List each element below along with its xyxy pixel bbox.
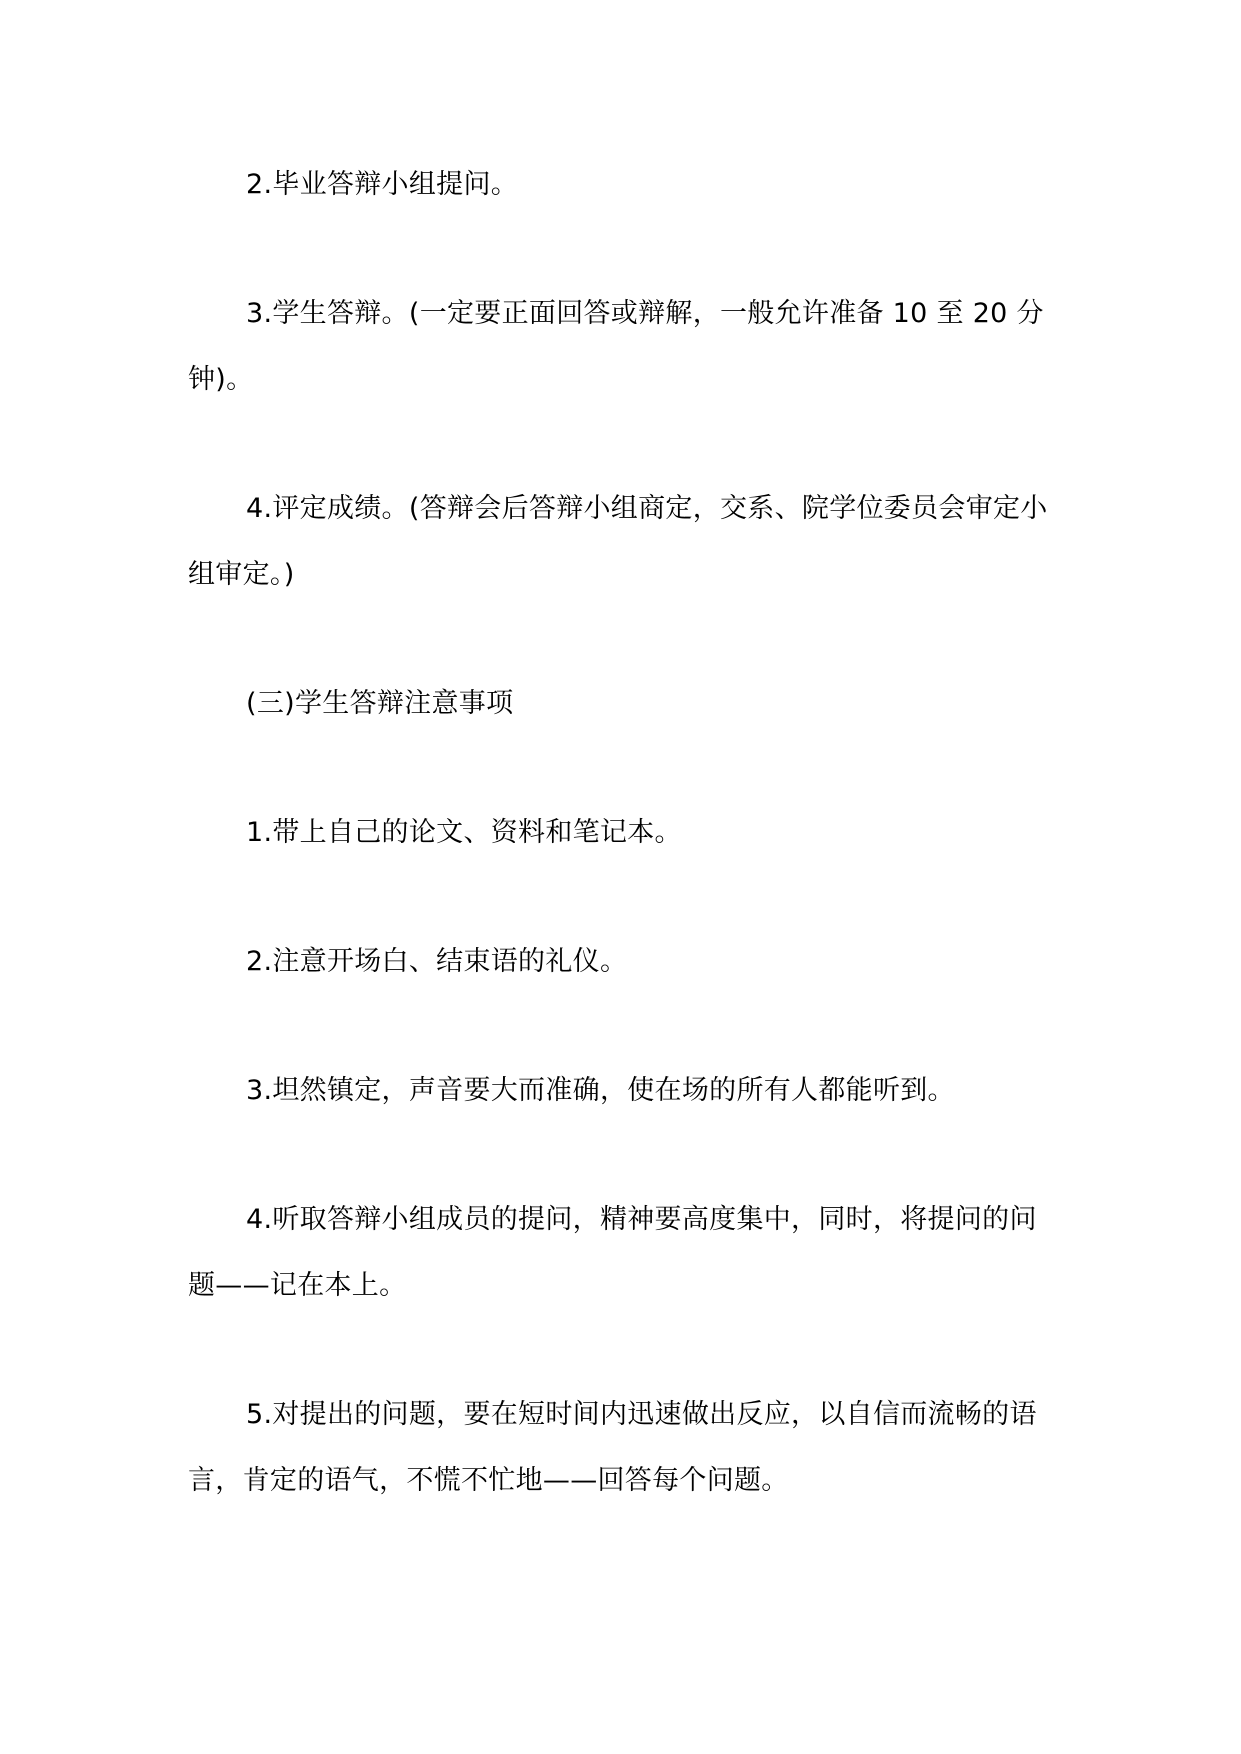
paragraph-listen-questions: 4.听取答辩小组成员的提问，精神要高度集中，同时，将提问的问题——记在本上。 bbox=[188, 1204, 1037, 1301]
section-heading-notes: (三)学生答辩注意事项 bbox=[246, 688, 514, 719]
paragraph-bring-materials: 1.带上自己的论文、资料和笔记本。 bbox=[246, 817, 682, 848]
paragraph-respond-quickly: 5.对提出的问题，要在短时间内迅速做出反应，以自信而流畅的语言，肯定的语气，不慌不忙地——回答每个问题。 bbox=[188, 1399, 1037, 1496]
paragraph-etiquette: 2.注意开场白、结束语的礼仪。 bbox=[246, 946, 628, 977]
paragraph-student-defense: 3.学生答辩。(一定要正面回答或辩解，一般允许准备 10 至 20 分钟)。 bbox=[188, 298, 1044, 395]
paragraph-composure: 3.坦然镇定，声音要大而准确，使在场的所有人都能听到。 bbox=[246, 1075, 955, 1106]
paragraph-defense-questions: 2.毕业答辩小组提问。 bbox=[246, 169, 519, 200]
paragraph-grading: 4.评定成绩。(答辩会后答辩小组商定，交系、院学位委员会审定小组审定。) bbox=[188, 493, 1048, 590]
